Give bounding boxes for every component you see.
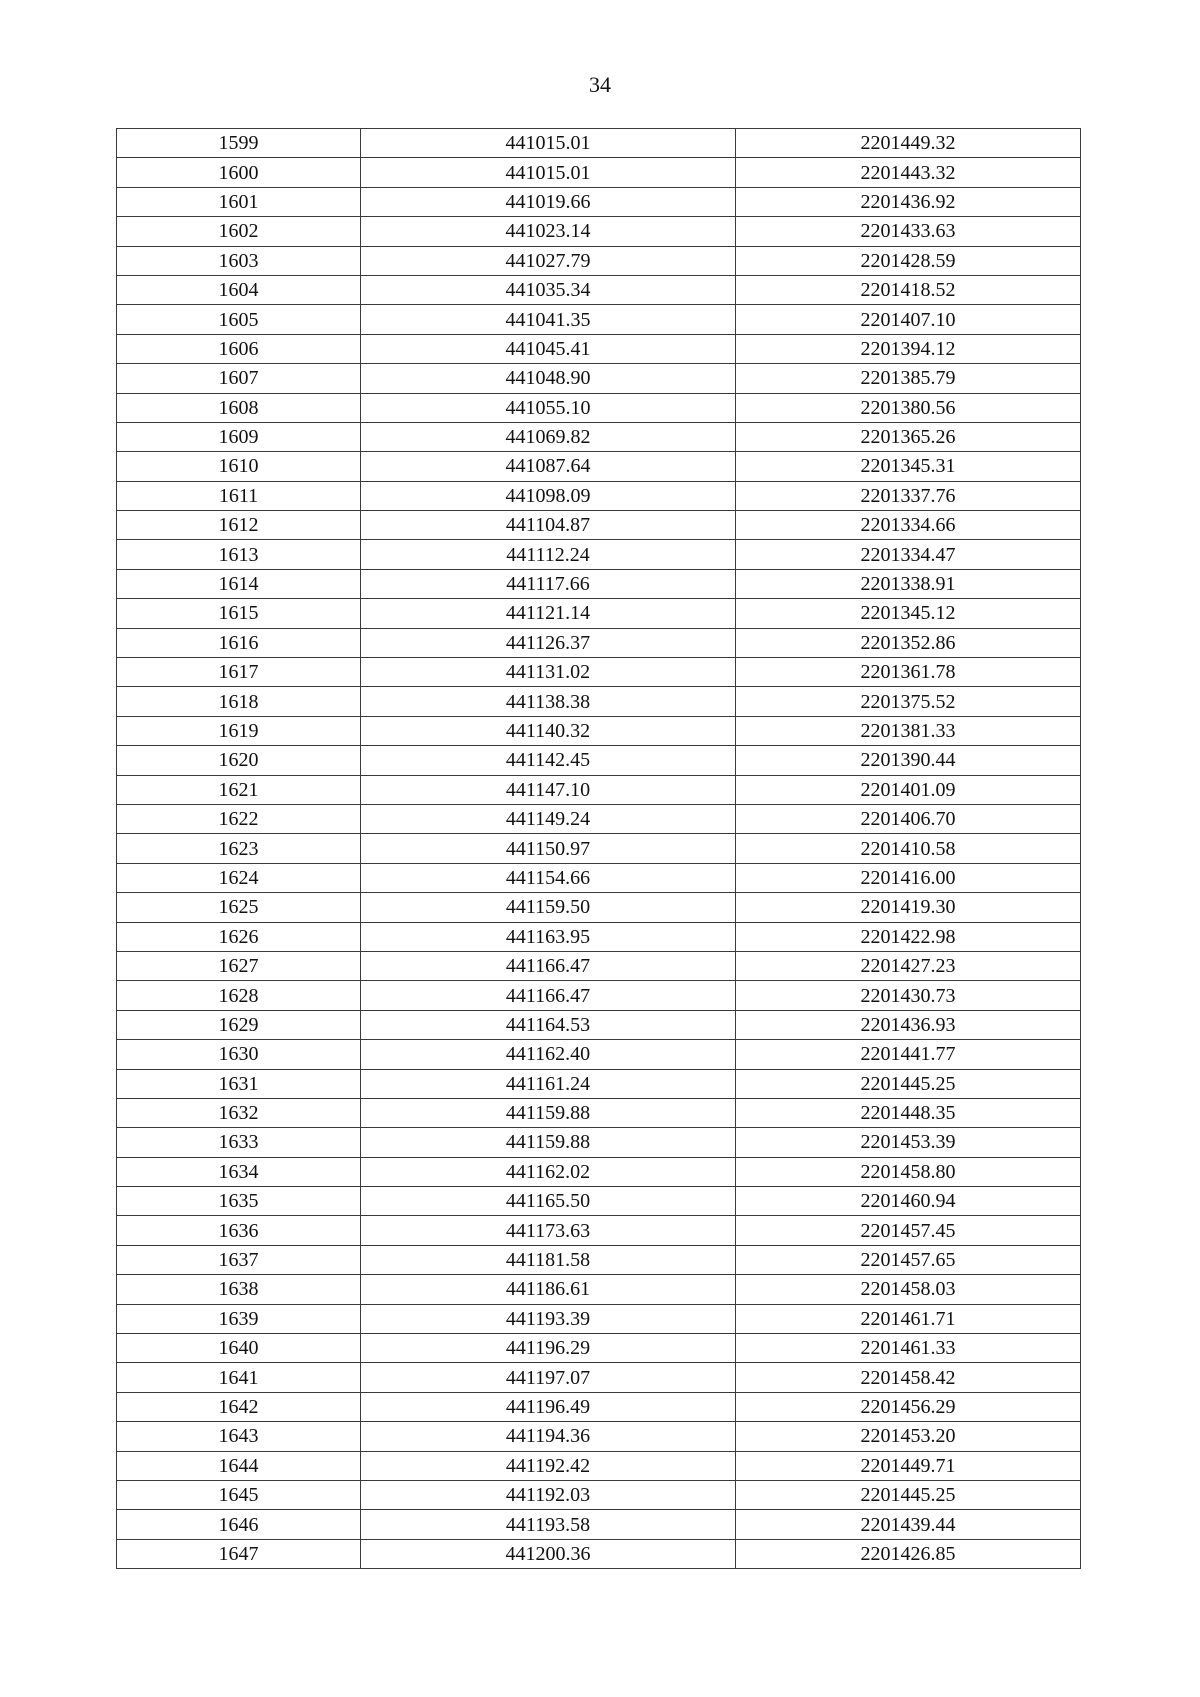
y-coordinate-cell: 2201410.58 xyxy=(736,834,1081,863)
x-coordinate-cell: 441126.37 xyxy=(361,628,736,657)
x-coordinate-cell: 441192.03 xyxy=(361,1480,736,1509)
x-coordinate-cell: 441098.09 xyxy=(361,481,736,510)
x-coordinate-cell: 441200.36 xyxy=(361,1539,736,1568)
y-coordinate-cell: 2201460.94 xyxy=(736,1187,1081,1216)
x-coordinate-cell: 441164.53 xyxy=(361,1010,736,1039)
y-coordinate-cell: 2201352.86 xyxy=(736,628,1081,657)
table-row xyxy=(117,922,1081,951)
table-row xyxy=(117,1275,1081,1304)
y-coordinate-cell: 2201453.20 xyxy=(736,1422,1081,1451)
table-row xyxy=(117,246,1081,275)
table-row xyxy=(117,1334,1081,1363)
table-row xyxy=(117,687,1081,716)
point-number-cell: 1632 xyxy=(117,1098,361,1127)
y-coordinate-cell: 2201365.26 xyxy=(736,422,1081,451)
table-row xyxy=(117,746,1081,775)
y-coordinate-cell: 2201430.73 xyxy=(736,981,1081,1010)
table-row xyxy=(117,364,1081,393)
x-coordinate-cell: 441112.24 xyxy=(361,540,736,569)
y-coordinate-cell: 2201449.71 xyxy=(736,1451,1081,1480)
point-number-cell: 1634 xyxy=(117,1157,361,1186)
point-number-cell: 1608 xyxy=(117,393,361,422)
x-coordinate-cell: 441045.41 xyxy=(361,334,736,363)
x-coordinate-cell: 441035.34 xyxy=(361,275,736,304)
y-coordinate-cell: 2201334.66 xyxy=(736,511,1081,540)
point-number-cell: 1613 xyxy=(117,540,361,569)
x-coordinate-cell: 441194.36 xyxy=(361,1422,736,1451)
y-coordinate-cell: 2201445.25 xyxy=(736,1480,1081,1509)
table-row xyxy=(117,1098,1081,1127)
y-coordinate-cell: 2201453.39 xyxy=(736,1128,1081,1157)
point-number-cell: 1603 xyxy=(117,246,361,275)
x-coordinate-cell: 441041.35 xyxy=(361,305,736,334)
point-number-cell: 1639 xyxy=(117,1304,361,1333)
point-number-cell: 1637 xyxy=(117,1245,361,1274)
x-coordinate-cell: 441173.63 xyxy=(361,1216,736,1245)
point-number-cell: 1604 xyxy=(117,275,361,304)
coordinates-table-body xyxy=(117,129,1081,1569)
x-coordinate-cell: 441121.14 xyxy=(361,599,736,628)
table-row xyxy=(117,1422,1081,1451)
x-coordinate-cell: 441186.61 xyxy=(361,1275,736,1304)
y-coordinate-cell: 2201441.77 xyxy=(736,1040,1081,1069)
y-coordinate-cell: 2201337.76 xyxy=(736,481,1081,510)
y-coordinate-cell: 2201401.09 xyxy=(736,775,1081,804)
point-number-cell: 1628 xyxy=(117,981,361,1010)
table-row xyxy=(117,187,1081,216)
x-coordinate-cell: 441196.29 xyxy=(361,1334,736,1363)
y-coordinate-cell: 2201458.42 xyxy=(736,1363,1081,1392)
table-row xyxy=(117,1040,1081,1069)
point-number-cell: 1643 xyxy=(117,1422,361,1451)
table-row xyxy=(117,129,1081,158)
point-number-cell: 1635 xyxy=(117,1187,361,1216)
y-coordinate-cell: 2201461.33 xyxy=(736,1334,1081,1363)
x-coordinate-cell: 441154.66 xyxy=(361,863,736,892)
y-coordinate-cell: 2201436.92 xyxy=(736,187,1081,216)
table-row xyxy=(117,1157,1081,1186)
table-row xyxy=(117,217,1081,246)
table-row xyxy=(117,334,1081,363)
page-number: 34 xyxy=(589,72,611,97)
y-coordinate-cell: 2201380.56 xyxy=(736,393,1081,422)
table-row xyxy=(117,1392,1081,1421)
point-number-cell: 1624 xyxy=(117,863,361,892)
point-number-cell: 1645 xyxy=(117,1480,361,1509)
point-number-cell: 1600 xyxy=(117,158,361,187)
x-coordinate-cell: 441166.47 xyxy=(361,951,736,980)
point-number-cell: 1609 xyxy=(117,422,361,451)
point-number-cell: 1617 xyxy=(117,658,361,687)
point-number-cell: 1623 xyxy=(117,834,361,863)
x-coordinate-cell: 441055.10 xyxy=(361,393,736,422)
point-number-cell: 1607 xyxy=(117,364,361,393)
y-coordinate-cell: 2201345.12 xyxy=(736,599,1081,628)
point-number-cell: 1642 xyxy=(117,1392,361,1421)
y-coordinate-cell: 2201406.70 xyxy=(736,804,1081,833)
x-coordinate-cell: 441161.24 xyxy=(361,1069,736,1098)
table-row xyxy=(117,1187,1081,1216)
y-coordinate-cell: 2201419.30 xyxy=(736,893,1081,922)
y-coordinate-cell: 2201445.25 xyxy=(736,1069,1081,1098)
y-coordinate-cell: 2201361.78 xyxy=(736,658,1081,687)
table-row xyxy=(117,1245,1081,1274)
point-number-cell: 1615 xyxy=(117,599,361,628)
x-coordinate-cell: 441159.88 xyxy=(361,1128,736,1157)
table-row xyxy=(117,305,1081,334)
y-coordinate-cell: 2201338.91 xyxy=(736,569,1081,598)
x-coordinate-cell: 441159.88 xyxy=(361,1098,736,1127)
point-number-cell: 1630 xyxy=(117,1040,361,1069)
point-number-cell: 1638 xyxy=(117,1275,361,1304)
table-row xyxy=(117,893,1081,922)
x-coordinate-cell: 441197.07 xyxy=(361,1363,736,1392)
point-number-cell: 1625 xyxy=(117,893,361,922)
point-number-cell: 1619 xyxy=(117,716,361,745)
x-coordinate-cell: 441196.49 xyxy=(361,1392,736,1421)
y-coordinate-cell: 2201334.47 xyxy=(736,540,1081,569)
x-coordinate-cell: 441166.47 xyxy=(361,981,736,1010)
y-coordinate-cell: 2201436.93 xyxy=(736,1010,1081,1039)
x-coordinate-cell: 441149.24 xyxy=(361,804,736,833)
x-coordinate-cell: 441181.58 xyxy=(361,1245,736,1274)
y-coordinate-cell: 2201427.23 xyxy=(736,951,1081,980)
table-row xyxy=(117,951,1081,980)
y-coordinate-cell: 2201457.45 xyxy=(736,1216,1081,1245)
y-coordinate-cell: 2201381.33 xyxy=(736,716,1081,745)
table-row xyxy=(117,569,1081,598)
table-row xyxy=(117,863,1081,892)
table-row xyxy=(117,628,1081,657)
y-coordinate-cell: 2201390.44 xyxy=(736,746,1081,775)
x-coordinate-cell: 441142.45 xyxy=(361,746,736,775)
table-row xyxy=(117,393,1081,422)
point-number-cell: 1614 xyxy=(117,569,361,598)
table-row xyxy=(117,481,1081,510)
x-coordinate-cell: 441117.66 xyxy=(361,569,736,598)
y-coordinate-cell: 2201458.03 xyxy=(736,1275,1081,1304)
y-coordinate-cell: 2201433.63 xyxy=(736,217,1081,246)
y-coordinate-cell: 2201461.71 xyxy=(736,1304,1081,1333)
x-coordinate-cell: 441048.90 xyxy=(361,364,736,393)
point-number-cell: 1644 xyxy=(117,1451,361,1480)
x-coordinate-cell: 441140.32 xyxy=(361,716,736,745)
point-number-cell: 1626 xyxy=(117,922,361,951)
y-coordinate-cell: 2201439.44 xyxy=(736,1510,1081,1539)
x-coordinate-cell: 441138.38 xyxy=(361,687,736,716)
table-row xyxy=(117,716,1081,745)
table-row xyxy=(117,599,1081,628)
x-coordinate-cell: 441147.10 xyxy=(361,775,736,804)
point-number-cell: 1641 xyxy=(117,1363,361,1392)
x-coordinate-cell: 441193.39 xyxy=(361,1304,736,1333)
point-number-cell: 1599 xyxy=(117,129,361,158)
x-coordinate-cell: 441131.02 xyxy=(361,658,736,687)
x-coordinate-cell: 441015.01 xyxy=(361,158,736,187)
x-coordinate-cell: 441192.42 xyxy=(361,1451,736,1480)
table-row xyxy=(117,275,1081,304)
point-number-cell: 1616 xyxy=(117,628,361,657)
y-coordinate-cell: 2201394.12 xyxy=(736,334,1081,363)
x-coordinate-cell: 441193.58 xyxy=(361,1510,736,1539)
table-row xyxy=(117,422,1081,451)
table-row xyxy=(117,981,1081,1010)
y-coordinate-cell: 2201456.29 xyxy=(736,1392,1081,1421)
point-number-cell: 1621 xyxy=(117,775,361,804)
y-coordinate-cell: 2201448.35 xyxy=(736,1098,1081,1127)
x-coordinate-cell: 441165.50 xyxy=(361,1187,736,1216)
x-coordinate-cell: 441087.64 xyxy=(361,452,736,481)
y-coordinate-cell: 2201428.59 xyxy=(736,246,1081,275)
table-row xyxy=(117,775,1081,804)
x-coordinate-cell: 441104.87 xyxy=(361,511,736,540)
point-number-cell: 1640 xyxy=(117,1334,361,1363)
table-row xyxy=(117,511,1081,540)
y-coordinate-cell: 2201458.80 xyxy=(736,1157,1081,1186)
table-row xyxy=(117,804,1081,833)
point-number-cell: 1605 xyxy=(117,305,361,334)
table-row xyxy=(117,158,1081,187)
coordinates-table xyxy=(116,128,1081,1569)
x-coordinate-cell: 441150.97 xyxy=(361,834,736,863)
y-coordinate-cell: 2201418.52 xyxy=(736,275,1081,304)
table-row xyxy=(117,1069,1081,1098)
table-row xyxy=(117,1451,1081,1480)
table-row xyxy=(117,658,1081,687)
y-coordinate-cell: 2201422.98 xyxy=(736,922,1081,951)
y-coordinate-cell: 2201345.31 xyxy=(736,452,1081,481)
point-number-cell: 1631 xyxy=(117,1069,361,1098)
point-number-cell: 1636 xyxy=(117,1216,361,1245)
table-row xyxy=(117,1304,1081,1333)
x-coordinate-cell: 441069.82 xyxy=(361,422,736,451)
x-coordinate-cell: 441023.14 xyxy=(361,217,736,246)
point-number-cell: 1606 xyxy=(117,334,361,363)
table-row xyxy=(117,1010,1081,1039)
y-coordinate-cell: 2201385.79 xyxy=(736,364,1081,393)
point-number-cell: 1610 xyxy=(117,452,361,481)
table-row xyxy=(117,1363,1081,1392)
point-number-cell: 1647 xyxy=(117,1539,361,1568)
x-coordinate-cell: 441027.79 xyxy=(361,246,736,275)
table-row xyxy=(117,452,1081,481)
x-coordinate-cell: 441163.95 xyxy=(361,922,736,951)
y-coordinate-cell: 2201407.10 xyxy=(736,305,1081,334)
y-coordinate-cell: 2201449.32 xyxy=(736,129,1081,158)
point-number-cell: 1620 xyxy=(117,746,361,775)
point-number-cell: 1618 xyxy=(117,687,361,716)
table-row xyxy=(117,1539,1081,1568)
table-row xyxy=(117,1510,1081,1539)
table-row xyxy=(117,834,1081,863)
y-coordinate-cell: 2201416.00 xyxy=(736,863,1081,892)
point-number-cell: 1633 xyxy=(117,1128,361,1157)
table-row xyxy=(117,540,1081,569)
point-number-cell: 1622 xyxy=(117,804,361,833)
table-row xyxy=(117,1216,1081,1245)
y-coordinate-cell: 2201457.65 xyxy=(736,1245,1081,1274)
y-coordinate-cell: 2201375.52 xyxy=(736,687,1081,716)
x-coordinate-cell: 441162.40 xyxy=(361,1040,736,1069)
x-coordinate-cell: 441019.66 xyxy=(361,187,736,216)
x-coordinate-cell: 441162.02 xyxy=(361,1157,736,1186)
table-row xyxy=(117,1480,1081,1509)
table-row xyxy=(117,1128,1081,1157)
point-number-cell: 1601 xyxy=(117,187,361,216)
y-coordinate-cell: 2201443.32 xyxy=(736,158,1081,187)
x-coordinate-cell: 441015.01 xyxy=(361,129,736,158)
point-number-cell: 1627 xyxy=(117,951,361,980)
y-coordinate-cell: 2201426.85 xyxy=(736,1539,1081,1568)
point-number-cell: 1602 xyxy=(117,217,361,246)
point-number-cell: 1629 xyxy=(117,1010,361,1039)
x-coordinate-cell: 441159.50 xyxy=(361,893,736,922)
point-number-cell: 1612 xyxy=(117,511,361,540)
point-number-cell: 1611 xyxy=(117,481,361,510)
point-number-cell: 1646 xyxy=(117,1510,361,1539)
